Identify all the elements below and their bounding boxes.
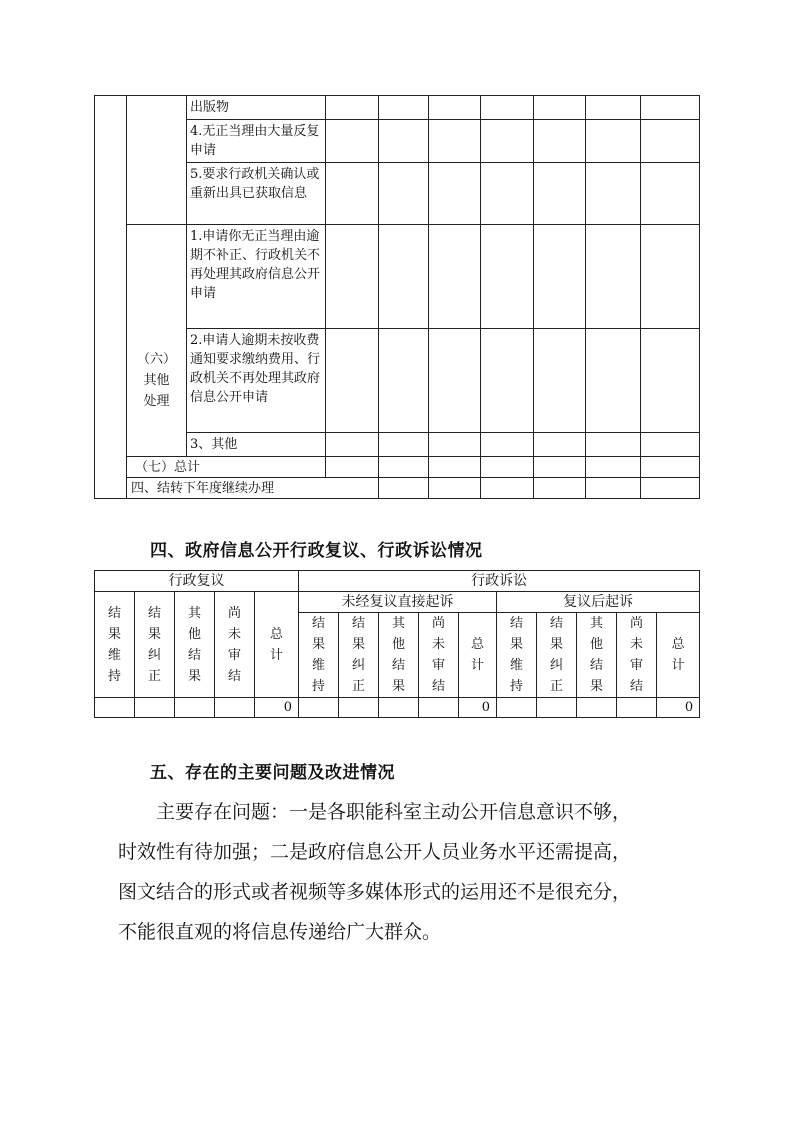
row-label-reissue: 5.要求行政机关确认或重新出具已获取信息	[187, 163, 326, 225]
direct-col-total	[459, 613, 497, 698]
row-label-repeat-requests: 4.无正当理由大量反复申请	[187, 120, 326, 163]
blank-left-column	[95, 96, 127, 499]
admin-review-header: 行政复议	[95, 571, 299, 592]
section5-heading: 五、存在的主要问题及改进情况	[150, 763, 395, 783]
after-review-suit-header: 复议后起诉	[497, 592, 700, 613]
col-char: 结	[432, 679, 446, 694]
col-char: 正	[147, 668, 161, 684]
col-char: 结	[187, 647, 201, 663]
review-litigation-table	[94, 570, 700, 718]
paragraph-line: 图文结合的形式或者视频等多媒体形式的运用还不是很充分，	[118, 881, 632, 903]
section6-label	[127, 225, 187, 457]
paragraph-line: 不能很直观的将信息传递给广大群众。	[118, 921, 442, 943]
col-char: 纠	[352, 658, 366, 673]
after-col-maintained	[497, 613, 537, 698]
col-char: 持	[510, 679, 524, 694]
col-char: 结	[392, 658, 406, 673]
after-total-value: 0	[657, 698, 700, 718]
review-col-corrected	[135, 592, 175, 698]
col-char: 未	[432, 637, 446, 652]
after-col-other	[577, 613, 617, 698]
row-label-no-correction: 1.申请你无正当理由逾期不补正、行政机关不再处理其政府信息公开申请	[187, 225, 326, 329]
admin-litigation-header: 行政诉讼	[299, 571, 700, 592]
review-col-other	[175, 592, 215, 698]
row-label-total: （七）总计	[127, 457, 326, 478]
col-char: 正	[352, 679, 366, 694]
review-col-total	[255, 592, 299, 698]
direct-col-pending	[419, 613, 459, 698]
col-char: 果	[550, 637, 564, 652]
col-char: 其	[187, 605, 201, 621]
col-char: 纠	[147, 647, 161, 663]
col-char: 果	[312, 637, 326, 652]
after-col-total	[657, 613, 700, 698]
col-char: 维	[510, 658, 524, 673]
direct-total-value: 0	[459, 698, 497, 718]
col-char: 审	[432, 658, 446, 673]
col-char: 果	[590, 679, 604, 694]
request-handling-table	[94, 95, 700, 499]
review-col-maintained	[95, 592, 135, 698]
col-char: 总	[270, 626, 284, 642]
row-label-publications: 出版物	[187, 96, 326, 120]
col-char: 未	[227, 626, 241, 642]
blank-category-cell	[127, 96, 187, 225]
col-char: 计	[671, 658, 685, 673]
col-char: 结	[510, 616, 524, 631]
col-char: 结	[107, 605, 121, 621]
col-char: 结	[227, 668, 241, 684]
problems-paragraph	[118, 792, 678, 952]
row-label-other: 3、其他	[187, 433, 326, 457]
col-char: 果	[392, 679, 406, 694]
col-char: 尚	[227, 605, 241, 621]
after-col-pending	[617, 613, 657, 698]
col-char: 果	[107, 626, 121, 642]
col-char: 结	[147, 605, 161, 621]
col-char: 维	[312, 658, 326, 673]
review-col-pending	[215, 592, 255, 698]
col-char: 持	[107, 668, 121, 684]
col-char: 果	[187, 668, 201, 684]
direct-col-other	[379, 613, 419, 698]
section6-label-part: （六）	[136, 352, 176, 367]
col-char: 总	[471, 637, 485, 652]
col-char: 结	[312, 616, 326, 631]
col-char: 他	[392, 637, 406, 652]
col-char: 计	[270, 647, 284, 663]
col-char: 尚	[432, 616, 446, 631]
direct-col-corrected	[339, 613, 379, 698]
col-char: 他	[187, 626, 201, 642]
paragraph-line: 主要存在问题：一是各职能科室主动公开信息意识不够，	[156, 801, 632, 823]
col-char: 未	[630, 637, 644, 652]
section6-label-part: 处理	[143, 394, 170, 409]
col-char: 结	[590, 658, 604, 673]
col-char: 总	[671, 637, 685, 652]
col-char: 结	[550, 616, 564, 631]
section4-heading: 四、政府信息公开行政复议、行政诉讼情况	[150, 541, 483, 561]
direct-suit-header: 未经复议直接起诉	[299, 592, 497, 613]
col-char: 审	[227, 647, 241, 663]
review-total-value: 0	[255, 698, 299, 718]
col-char: 果	[510, 637, 524, 652]
col-char: 审	[630, 658, 644, 673]
col-char: 计	[471, 658, 485, 673]
section6-label-part: 其他	[143, 373, 170, 388]
col-char: 他	[590, 637, 604, 652]
row-label-carryover: 四、结转下年度继续办理	[127, 478, 379, 499]
col-char: 正	[550, 679, 564, 694]
col-char: 其	[392, 616, 406, 631]
col-char: 维	[107, 647, 121, 663]
col-char: 结	[630, 679, 644, 694]
col-char: 尚	[630, 616, 644, 631]
col-char: 纠	[550, 658, 564, 673]
col-char: 其	[590, 616, 604, 631]
row-label-no-fee: 2.申请人逾期未按收费通知要求缴纳费用、行政机关不再处理其政府信息公开申请	[187, 329, 326, 433]
direct-col-maintained	[299, 613, 339, 698]
paragraph-line: 时效性有待加强；二是政府信息公开人员业务水平还需提高，	[118, 841, 632, 863]
col-char: 果	[352, 637, 366, 652]
col-char: 果	[147, 626, 161, 642]
after-col-corrected	[537, 613, 577, 698]
col-char: 结	[352, 616, 366, 631]
col-char: 持	[312, 679, 326, 694]
